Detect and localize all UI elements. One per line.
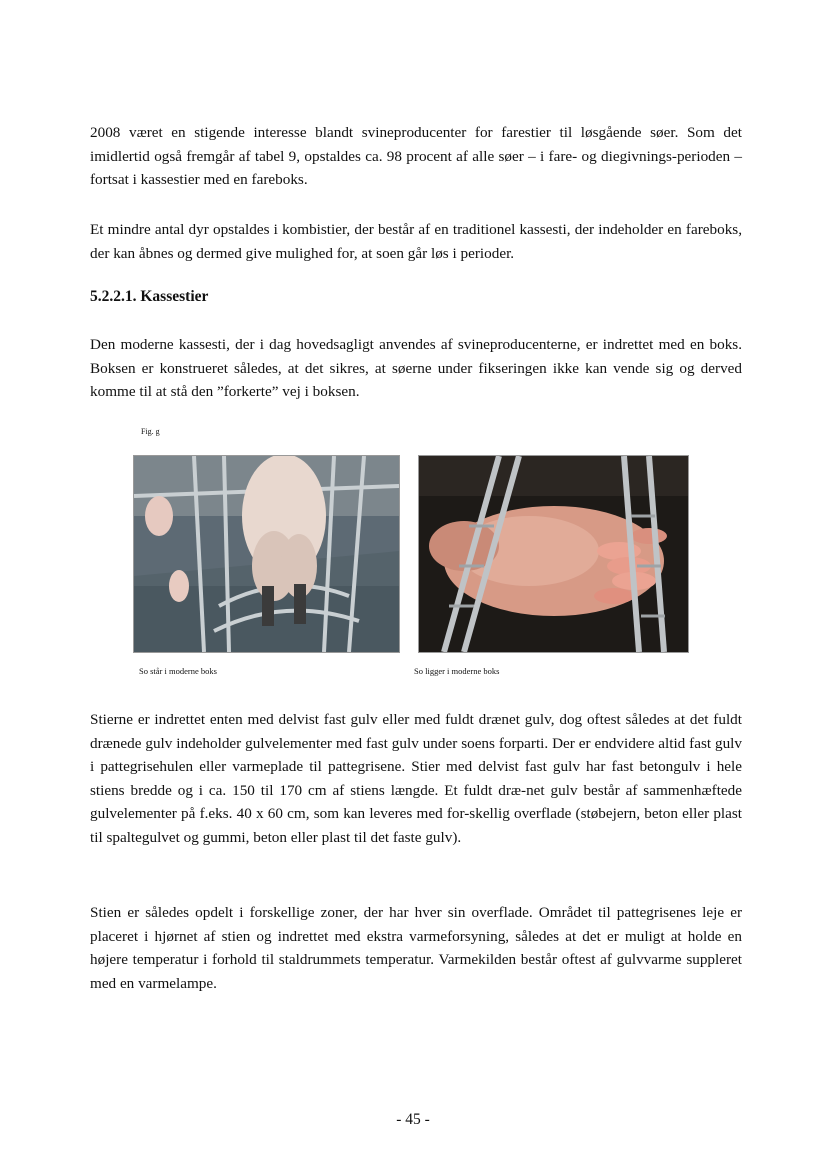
sow-standing-illustration (134, 456, 399, 652)
figure-label: Fig. g (141, 427, 160, 436)
paragraph-intro: 2008 været en stigende interesse blandt svineproducenter for farestier til løsgående søer. Som det imidlertid også fremgår af tabel 9, opstaldes ca. 98 procent af alle søer – i fare- og diegivnings-perioden – fortsat i kassestier med en fareboks. (90, 124, 742, 188)
photo-sow-lying (418, 455, 689, 653)
paragraph-kassesti: Den moderne kassesti, der i dag hovedsagligt anvendes af svineproducenterne, er indrettet med en boks. Boksen er konstrueret således, at det sikres, at søerne under fikseringen ikke kan vende sig og derved komme til at stå den ”forkerte” vej i boksen. (90, 336, 742, 400)
caption-left: So står i moderne boks (139, 666, 217, 676)
sow-lying-illustration (419, 456, 688, 652)
photo-sow-standing (133, 455, 400, 653)
page-number: - 45 - (396, 1111, 430, 1128)
caption-right: So ligger i moderne boks (414, 666, 500, 676)
paragraph-zoner: Stien er således opdelt i forskellige zoner, der har hver sin overflade. Området til pattegrisenes leje er placeret i hjørnet af stien og indrettet med ekstra varmeforsyning, således at det er muligt at holde en højere temperatur i forhold til staldrummets temperatur. Varmekilden består oftest af gulvvarme suppleret med en varmelampe. (90, 904, 742, 992)
paragraph-kombistier: Et mindre antal dyr opstaldes i kombistier, der består af en traditionel kassesti, der indeholder en fareboks, der kan åbnes og dermed give mulighed for, at soen går løs i perioder. (90, 221, 742, 262)
paragraph-gulv: Stierne er indrettet enten med delvist fast gulv eller med fuldt drænet gulv, dog oftest således at det fuldt drænede gulv indeholder gulvelementer med fast gulv under soens forparti. Der er endvidere altid fast gulv i pattegrisehulen eller varmeplade til pattegrisene. Stier med delvist fast gulv har fast betongulv i hele stiens bredde og i ca. 150 til 170 cm af stiens længde. Et fuldt dræ-net gulv består af sammenhæftede gulvelementer på f.eks. 40 x 60 cm, som kan leveres med for-skellig overflade (støbejern, beton eller plast til spaltegulvet og gummi, beton eller plast til det faste gulv). (90, 711, 742, 846)
section-heading: 5.2.2.1. Kassestier (90, 288, 209, 305)
